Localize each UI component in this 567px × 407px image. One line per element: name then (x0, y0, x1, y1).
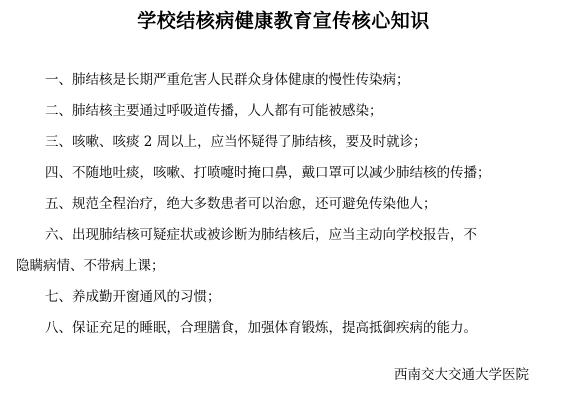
list-item: 二、肺结核主要通过呼吸道传播，人人都有可能被感染； (45, 103, 383, 119)
list-item-continuation: 隐瞒病情、不带病上课； (16, 258, 165, 274)
document-title: 学校结核病健康教育宣传核心知识 (137, 10, 430, 32)
list-item: 四、不随地吐痰，咳嗽、打喷嚏时掩口鼻，戴口罩可以减少肺结核的传播； (45, 165, 491, 181)
knowledge-list (16, 65, 556, 344)
document-signature: 西南交大交通大学医院 (394, 367, 529, 383)
list-item: 七、养成勤开窗通风的习惯； (45, 289, 221, 305)
list-item: 五、规范全程治疗，绝大多数患者可以治愈，还可避免传染他人； (45, 196, 437, 212)
list-item: 六、出现肺结核可疑症状或被诊断为肺结核后，应当主动向学校报告，不 (45, 227, 477, 243)
list-item: 八、保证充足的睡眠，合理膳食，加强体育锻炼，提高抵御疾病的能力。 (45, 320, 477, 336)
list-item: 三、咳嗽、咳痰 2 周以上，应当怀疑得了肺结核，要及时就诊； (45, 134, 427, 150)
list-item: 一、肺结核是长期严重危害人民群众身体健康的慢性传染病； (45, 72, 410, 88)
